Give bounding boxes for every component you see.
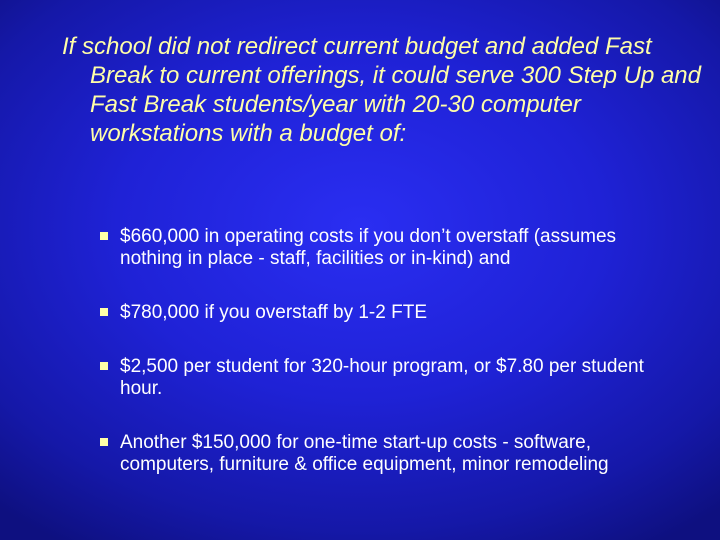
- square-bullet-icon: [100, 232, 108, 240]
- bullet-item-startup-costs: [100, 432, 670, 476]
- bullet-item-operating-costs: [100, 226, 670, 270]
- bullet-list: [100, 226, 670, 508]
- square-bullet-icon: [100, 308, 108, 316]
- bullet-text: $780,000 if you overstaff by 1-2 FTE: [120, 302, 427, 323]
- slide-headline: If school did not redirect current budget and added Fast Break to current offerings, it could serve 300 Step Up and Fast Break students/year with 20-30 computer workstations with a budget of:: [62, 33, 702, 147]
- bullet-item-per-student: [100, 356, 670, 400]
- square-bullet-icon: [100, 362, 108, 370]
- bullet-text: $2,500 per student for 320-hour program, or $7.80 per student hour.: [120, 356, 644, 399]
- bullet-text: $660,000 in operating costs if you don’t overstaff (assumes nothing in place - staff, facilities or in-kind) and: [120, 226, 617, 269]
- bullet-item-overstaff: [100, 302, 670, 324]
- bullet-text: Another $150,000 for one-time start-up costs - software, computers, furniture & office equipment, minor remodeling: [120, 432, 609, 475]
- square-bullet-icon: [100, 438, 108, 446]
